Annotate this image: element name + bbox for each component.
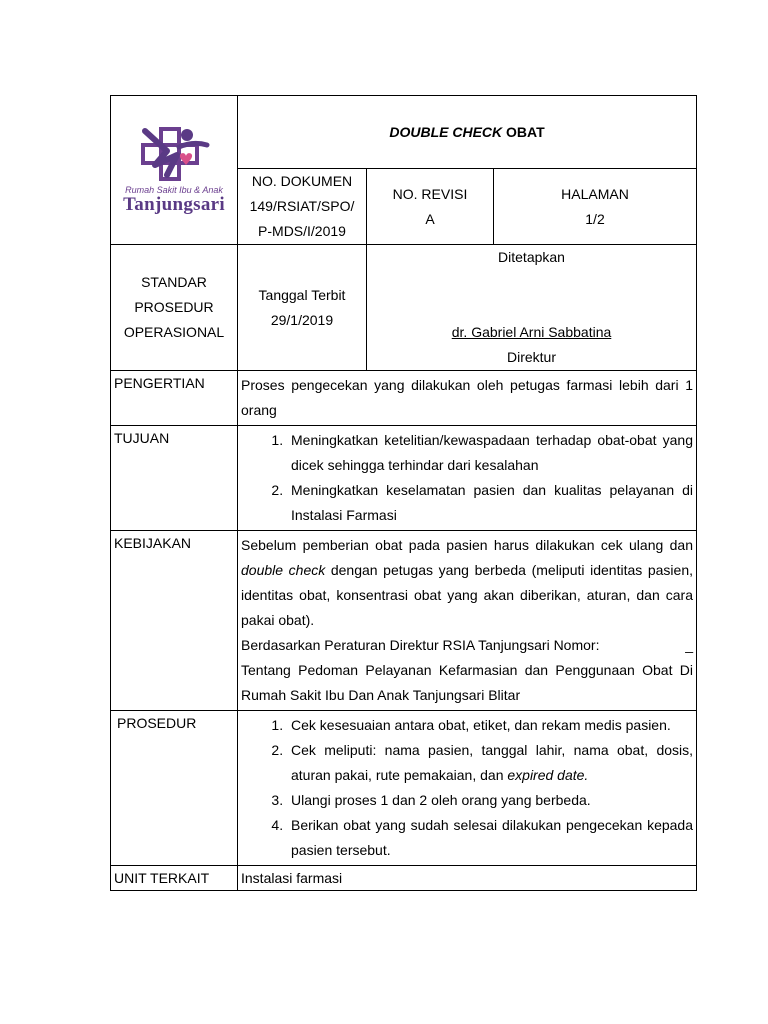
tanggal-terbit-value: 29/1/2019 xyxy=(270,311,334,328)
unit-terkait-label: UNIT TERKAIT xyxy=(111,866,238,891)
prosedur-content xyxy=(238,711,697,866)
signer-title: Direktur xyxy=(507,349,557,365)
kebijakan-content xyxy=(238,531,697,711)
halaman-label: HALAMAN xyxy=(561,185,629,202)
document-title xyxy=(238,96,697,169)
sop-label-cell xyxy=(111,245,238,371)
no-revisi-label: NO. REVISI xyxy=(392,185,468,202)
sop-label-line: PROSEDUR xyxy=(134,299,214,315)
logo-caption: Rumah Sakit Ibu & Anak xyxy=(125,185,223,195)
ditetapkan-cell xyxy=(367,245,697,371)
kebijakan-text: dengan petugas yang berbeda (meliputi identitas pasien, identitas obat, konsentrasi obat yang akan diberikan, aturan, dan cara pakai obat). xyxy=(241,562,694,628)
no-dokumen-value-1: 149/RSIAT/SPO/ xyxy=(249,198,355,214)
prosedur-label: PROSEDUR xyxy=(111,711,238,866)
prosedur-italic: expired date. xyxy=(507,767,589,783)
kebijakan-blank: _ xyxy=(685,637,694,653)
no-dokumen-label: NO. DOKUMEN xyxy=(251,173,353,189)
kebijakan-text: Sebelum pemberian obat pada pasien harus dilakukan cek ulang dan xyxy=(241,537,694,553)
kebijakan-paragraph-2 xyxy=(241,633,693,658)
logo-cell xyxy=(111,96,238,245)
halaman-cell xyxy=(494,169,697,245)
halaman-value: 1/2 xyxy=(585,210,605,227)
hospital-cross-mother-child-icon xyxy=(137,125,211,183)
list-item: 4. Berikan obat yang sudah selesai dilakukan pengecekan kepada pasien tersebut. xyxy=(287,813,693,863)
no-revisi-cell xyxy=(367,169,494,245)
prosedur-text: Cek meliputi: nama pasien, tanggal lahir, nama obat, dosis, aturan pakai, rute pemakaian, dan xyxy=(291,742,694,783)
tujuan-label: TUJUAN xyxy=(111,426,238,531)
tujuan-content xyxy=(238,426,697,531)
tanggal-terbit-label: Tanggal Terbit xyxy=(258,286,346,303)
title-italic: DOUBLE CHECK xyxy=(389,124,503,140)
tujuan-list xyxy=(241,428,693,528)
list-item: 2. Meningkatkan keselamatan pasien dan kualitas pelayanan di Instalasi Farmasi xyxy=(287,478,693,528)
title-rest: OBAT xyxy=(502,124,545,140)
sop-label-line: STANDAR xyxy=(141,274,207,290)
list-item: 1. Cek kesesuaian antara obat, etiket, dan rekam medis pasien. xyxy=(287,713,693,738)
ditetapkan-label: Ditetapkan xyxy=(498,249,565,265)
tanggal-terbit-cell xyxy=(238,245,367,371)
pengertian-text: Proses pengecekan yang dilakukan oleh petugas farmasi lebih dari 1 orang xyxy=(238,371,697,426)
sop-label-line: OPERASIONAL xyxy=(123,324,225,340)
logo-name: Tanjungsari xyxy=(123,194,225,215)
unit-terkait-text: Instalasi farmasi xyxy=(238,866,697,891)
kebijakan-paragraph-3: Tentang Pedoman Pelayanan Kefarmasian dan Penggunaan Obat Di Rumah Sakit Ibu Dan Anak Tanjungsari Blitar xyxy=(241,662,694,703)
kebijakan-italic: double check xyxy=(241,562,326,578)
pengertian-label: PENGERTIAN xyxy=(111,371,238,426)
no-dokumen-cell xyxy=(238,169,367,245)
kebijakan-text: Berdasarkan Peraturan Direktur RSIA Tanjungsari Nomor: xyxy=(241,637,600,653)
no-revisi-value: A xyxy=(425,210,435,227)
kebijakan-paragraph-1 xyxy=(241,533,693,633)
list-item: 1. Meningkatkan ketelitian/kewaspadaan terhadap obat-obat yang dicek sehingga terhindar dari kesalahan xyxy=(287,428,693,478)
sop-document-table xyxy=(110,95,697,891)
kebijakan-label: KEBIJAKAN xyxy=(111,531,238,711)
hospital-logo xyxy=(111,125,237,215)
signer-name: dr. Gabriel Arni Sabbatina xyxy=(451,324,612,340)
prosedur-list xyxy=(241,713,693,863)
list-item: 3. Ulangi proses 1 dan 2 oleh orang yang berbeda. xyxy=(287,788,693,813)
no-dokumen-value-2: P-MDS/I/2019 xyxy=(258,223,346,239)
list-item xyxy=(287,738,693,788)
